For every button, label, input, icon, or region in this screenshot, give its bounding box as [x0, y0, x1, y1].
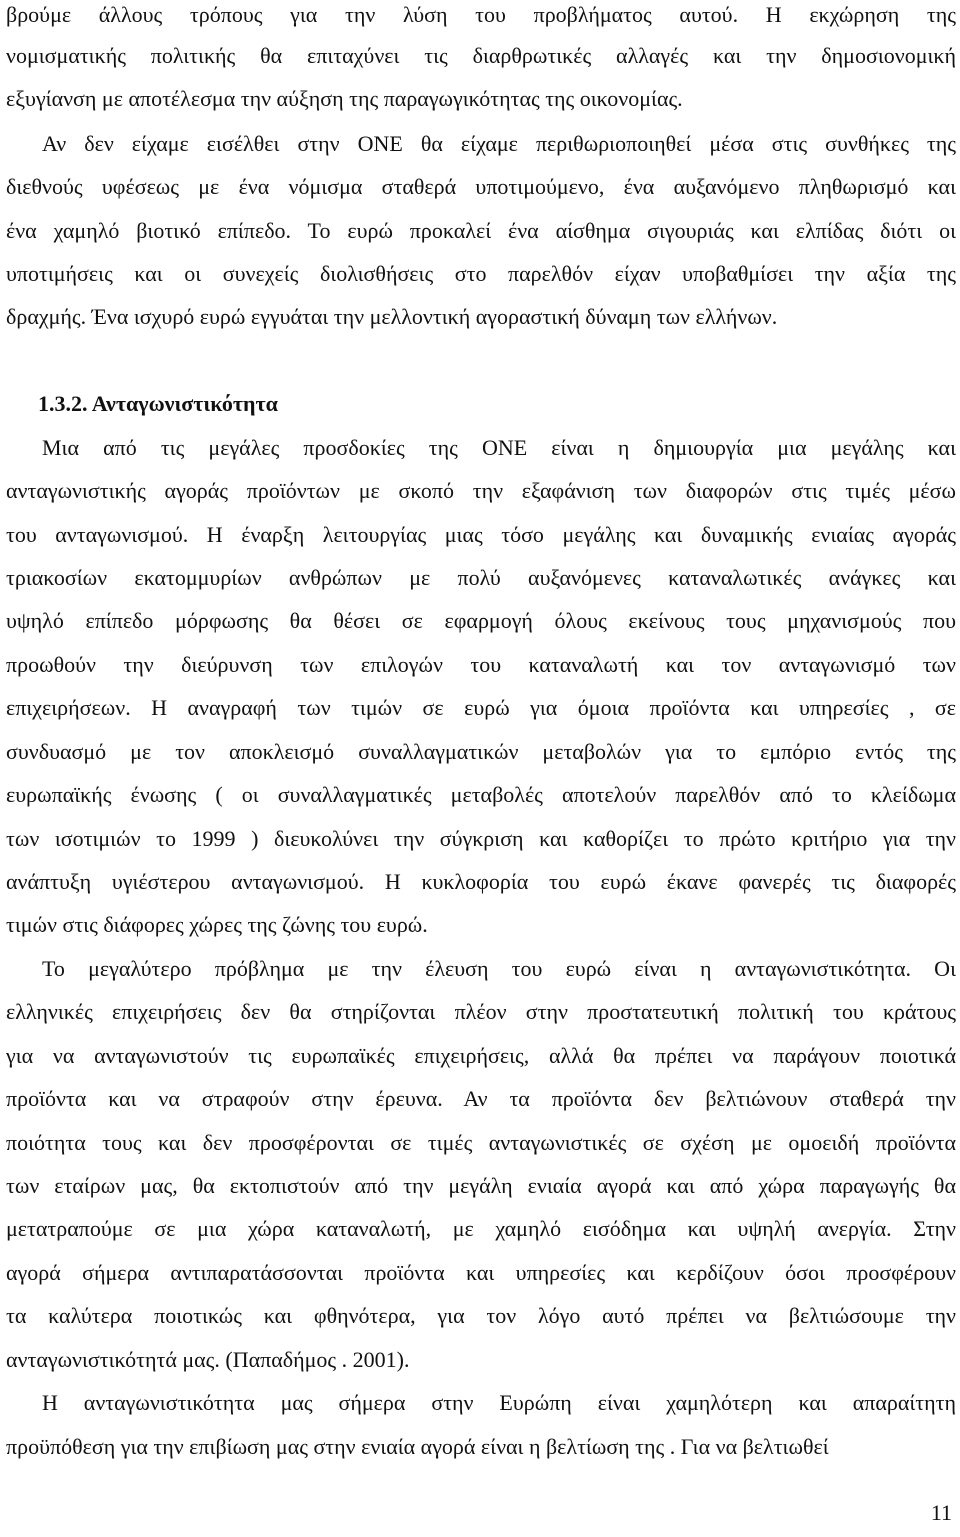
text-line: Η ανταγωνιστικότητα μας σήμερα στην Ευρώπη είναι χαμηλότερη και απαραίτητη — [42, 1390, 956, 1415]
text-line: αγορά σήμερα αντιπαρατάσσονται προϊόντα και υπηρεσίες και κερδίζουν όσοι προσφέρουν — [6, 1260, 956, 1285]
text-line: Μια από τις μεγάλες προσδοκίες της ΟΝΕ είναι η δημιουργία μια μεγάλης και — [42, 435, 956, 460]
text-line: τριακοσίων εκατομμυρίων ανθρώπων με πολύ αυξανόμενες καταναλωτικές ανάγκες και — [6, 565, 956, 590]
text-line: προϊόντα και να στραφούν στην έρευνα. Αν τα προϊόντα δεν βελτιώνουν σταθερά την — [6, 1086, 956, 1111]
text-line: ποιότητα τους και δεν προσφέρονται σε τιμές ανταγωνιστικές σε σχέση με ομοειδή προϊόντα — [6, 1130, 956, 1155]
text-line: επιχειρήσεων. Η αναγραφή των τιμών σε ευρώ για όμοια προϊόντα και υπηρεσίες , σε — [6, 695, 956, 720]
text-line: ένα χαμηλό βιοτικό επίπεδο. Το ευρώ προκαλεί ένα αίσθημα σιγουριάς και ελπίδας διότι οι — [6, 218, 956, 243]
section-heading: 1.3.2. Ανταγωνιστικότητα — [38, 391, 278, 416]
text-line: ανάπτυξη υγιέστερου ανταγωνισμού. Η κυκλοφορία του ευρώ έκανε φανερές τις διαφορές — [6, 869, 956, 894]
text-line: των ισοτιμιών το 1999 ) διευκολύνει την σύγκριση και καθορίζει το πρώτο κριτήριο για την — [6, 826, 956, 851]
text-line: μετατραπούμε σε μια χώρα καταναλωτή, με χαμηλό εισόδημα και υψηλή ανεργία. Στην — [6, 1216, 956, 1241]
text-line: ελληνικές επιχειρήσεις δεν θα στηρίζονται πλέον στην προστατευτική πολιτική του κράτους — [6, 999, 956, 1024]
text-line: εξυγίανση με αποτέλεσμα την αύξηση της παραγωγικότητας της οικονομίας. — [6, 86, 683, 111]
text-line: προωθούν την διεύρυνση των επιλογών του καταναλωτή και τον ανταγωνισμό των — [6, 652, 956, 677]
text-line: τιμών στις διάφορες χώρες της ζώνης του ευρώ. — [6, 912, 428, 937]
text-line: των εταίρων μας, θα εκτοπιστούν από την μεγάλη ενιαία αγορά και από χώρα παραγωγής θα — [6, 1173, 956, 1198]
text-line: τα καλύτερα ποιοτικώς και φθηνότερα, για τον λόγο αυτό πρέπει να βελτιώσουμε την — [6, 1303, 956, 1328]
text-line: ανταγωνιστικότητά μας. (Παπαδήμος . 2001). — [6, 1347, 410, 1372]
text-line: διεθνούς υφέσεως με ένα νόμισμα σταθερά υποτιμούμενο, ένα αυξανόμενο πληθωρισμό και — [6, 174, 956, 199]
text-line: υποτιμήσεις και οι συνεχείς διολισθήσεις στο παρελθόν είχαν υποβαθμίσει την αξία της — [6, 261, 956, 286]
text-line: βρούμε άλλους τρόπους για την λύση του προβλήματος αυτού. Η εκχώρηση της — [6, 2, 956, 27]
text-line: του ανταγωνισμού. Η έναρξη λειτουργίας μιας τόσο μεγάλης και δυναμικής ενιαίας αγοράς — [6, 522, 956, 547]
text-line: προϋπόθεση για την επιβίωση μας στην ενιαία αγορά είναι η βελτίωση της . Για να βελτιωθεί — [6, 1434, 829, 1459]
text-line: υψηλό επίπεδο μόρφωσης θα θέσει σε εφαρμογή όλους εκείνους τους μηχανισμούς που — [6, 608, 956, 633]
text-line: συνδυασμό με τον αποκλεισμό συναλλαγματικών μεταβολών για το εμπόριο εντός της — [6, 739, 956, 764]
text-line: για να ανταγωνιστούν τις ευρωπαϊκές επιχειρήσεις, αλλά θα πρέπει να παράγουν ποιοτικά — [6, 1043, 956, 1068]
text-line: νομισματικής πολιτικής θα επιταχύνει τις διαρθρωτικές αλλαγές και την δημοσιονομική — [6, 43, 956, 68]
text-line: Το μεγαλύτερο πρόβλημα με την έλευση του ευρώ είναι η ανταγωνιστικότητα. Οι — [42, 956, 956, 981]
text-line: δραχμής. Ένα ισχυρό ευρώ εγγυάται την μελλοντική αγοραστική δύναμη των ελλήνων. — [6, 304, 778, 329]
page-number: 11 — [930, 1500, 952, 1525]
text-line: ευρωπαϊκής ένωσης ( οι συναλλαγματικές μεταβολές αποτελούν παρελθόν από το κλείδωμα — [6, 782, 956, 807]
text-line: ανταγωνιστικής αγοράς προϊόντων με σκοπό την εξαφάνιση των διαφορών στις τιμές μέσω — [6, 478, 956, 503]
text-line: Αν δεν είχαμε εισέλθει στην ΟΝΕ θα είχαμε περιθωριοποιηθεί μέσα στις συνθήκες της — [42, 131, 956, 156]
